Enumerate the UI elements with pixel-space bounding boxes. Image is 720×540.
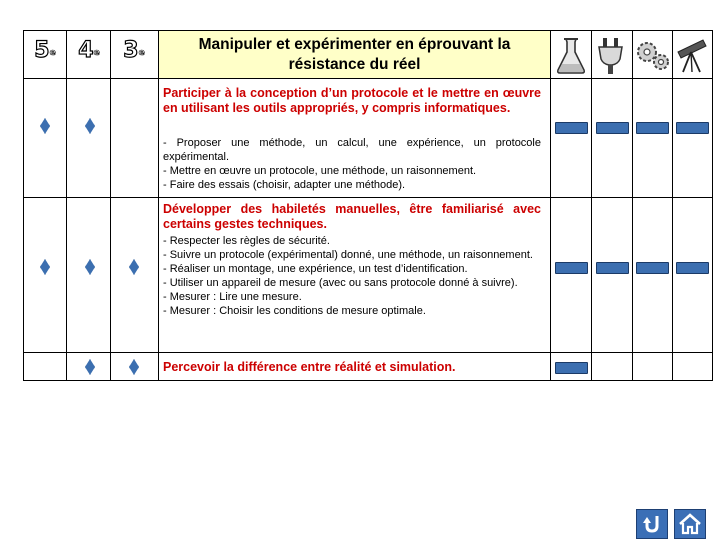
home-button[interactable] (674, 509, 706, 539)
grid-line (591, 30, 592, 381)
grid-line (23, 352, 713, 353)
domain-marker-plug-row2 (596, 262, 629, 274)
list-item: - Faire des essais (choisir, adapter une méthode). (163, 179, 406, 191)
domain-marker-gears-row2 (636, 262, 669, 274)
competence-items-2 (163, 234, 541, 318)
grid-line (110, 30, 111, 381)
list-item: - Respecter les règles de sécurité. (163, 235, 330, 247)
grid-line (23, 30, 24, 381)
gears-icon (633, 34, 673, 76)
domain-marker-gears-row1 (636, 122, 669, 134)
grid-line (158, 30, 159, 381)
domain-marker-telescope-row1 (676, 122, 709, 134)
domain-marker-flask-row1 (555, 122, 588, 134)
level-3e: 3e (123, 38, 145, 63)
list-item: - Mettre en œuvre un protocole, une méthode, un raisonnement. (163, 165, 477, 177)
competence-title-3: Percevoir la différence entre réalité et simulation. (163, 360, 456, 374)
grid-line (23, 380, 713, 381)
domain-marker-telescope-row2 (676, 262, 709, 274)
list-item: - Mesurer : Choisir les conditions de mesure optimale. (163, 305, 426, 317)
return-icon (641, 513, 663, 535)
grid-line (23, 197, 713, 198)
grid-line (23, 78, 713, 79)
plug-icon (592, 34, 632, 76)
grid-line (672, 30, 673, 381)
list-item: - Mesurer : Lire une mesure. (163, 291, 302, 303)
grid-line (632, 30, 633, 381)
list-item: - Utiliser un appareil de mesure (avec ou sans protocole donné à suivre). (163, 277, 518, 289)
domain-marker-flask-row3 (555, 362, 588, 374)
page-title: Manipuler et expérimenter en éprouvant la résistance du réel (159, 31, 550, 78)
competence-items-1 (163, 136, 541, 192)
competence-title-2: Développer des habiletés manuelles, être familiarisé avec certains gestes techniques. (163, 202, 541, 231)
grid-line (66, 30, 67, 381)
home-icon (678, 513, 702, 535)
level-4e: 4e (78, 38, 100, 63)
grid-line (550, 30, 551, 381)
flask-icon (551, 34, 591, 76)
return-button[interactable] (636, 509, 668, 539)
grid-line (712, 30, 713, 381)
list-item: - Proposer une méthode, un calcul, une expérience, un protocole expérimental. (163, 137, 541, 163)
domain-marker-plug-row1 (596, 122, 629, 134)
level-5e: 5e (34, 38, 56, 63)
competence-title-1: Participer à la conception d’un protocole et le mettre en œuvre en utilisant les outils appropriés, y compris informatiques. (163, 86, 541, 115)
domain-marker-flask-row2 (555, 262, 588, 274)
telescope-icon (673, 34, 713, 76)
list-item: - Réaliser un montage, une expérience, un test d’identification. (163, 263, 468, 275)
list-item: - Suivre un protocole (expérimental) donné, une méthode, un raisonnement. (163, 249, 533, 261)
